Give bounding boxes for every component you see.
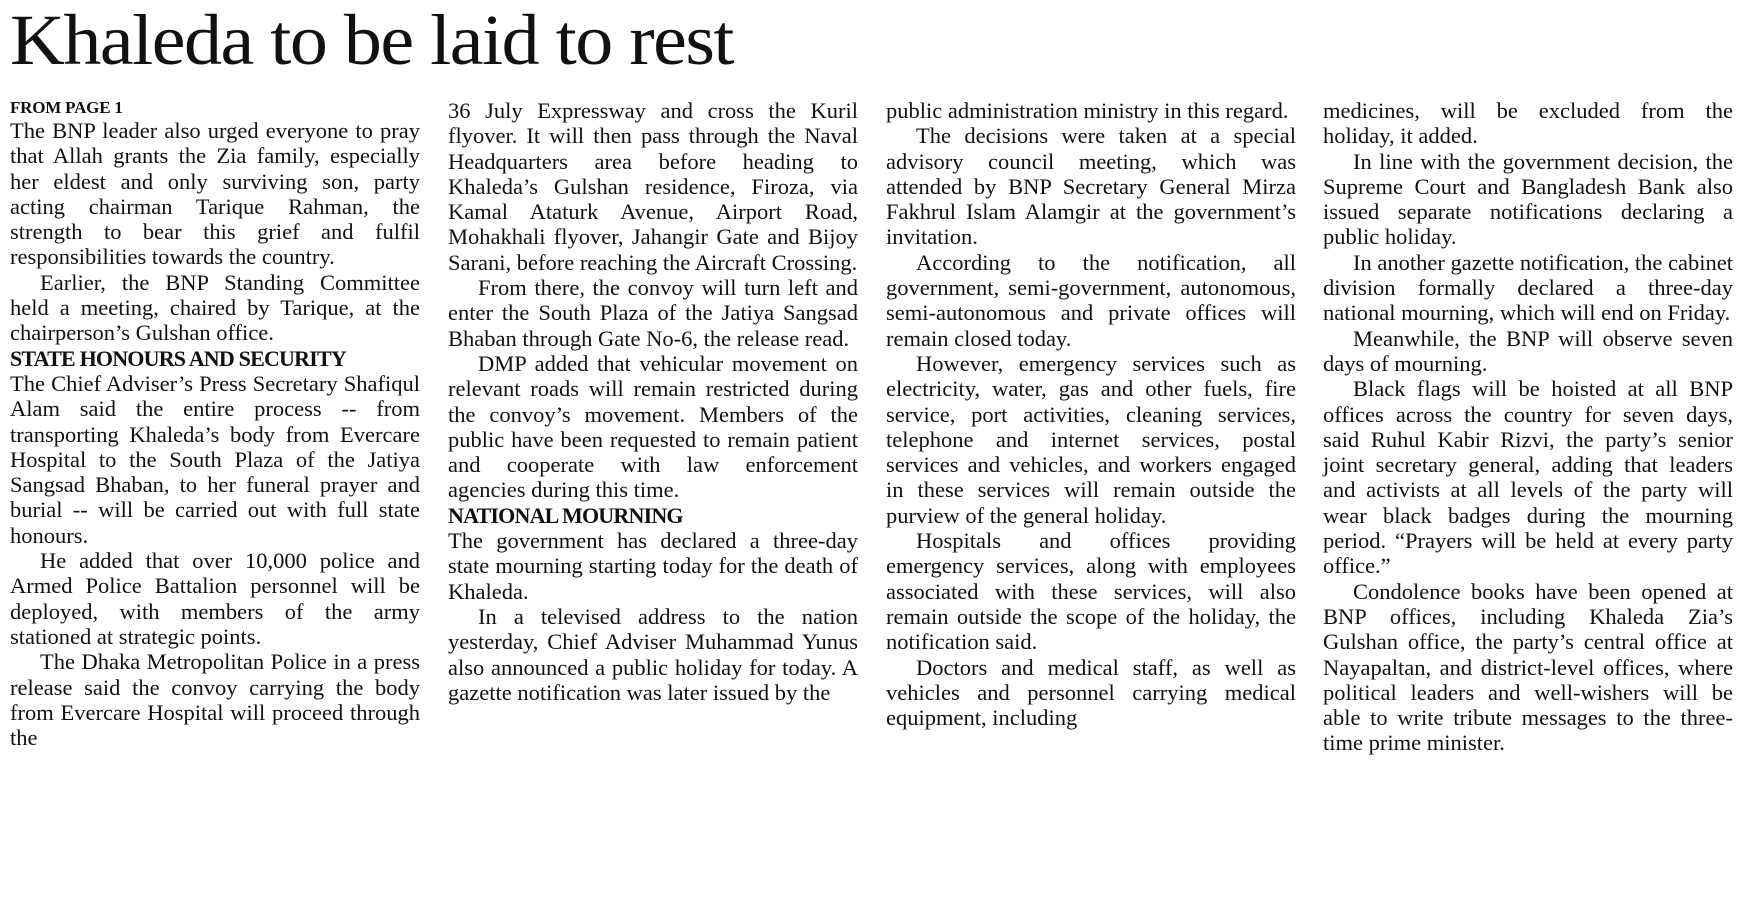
paragraph: The BNP leader also urged everyone to pray that Allah grants the Zia family, especially her eldest and only surviving son, party acting chairman Tarique Rahman, the strength to bear this grief and fulfil responsibilities towards the country. xyxy=(10,118,420,270)
paragraph-continued: 36 July Expressway and cross the Kuril flyover. It will then pass through the Naval Headquarters area before heading to Khaleda’s Gulshan residence, Firoza, via Kamal Ataturk Avenue, Airport Road, Mohakhali flyover, Jahangir Gate and Bijoy Sarani, before reaching the Aircraft Crossing. xyxy=(448,98,858,275)
paragraph: Black flags will be hoisted at all BNP offices across the country for seven days, said Ruhul Kabir Rizvi, the party’s senior joint secretary general, adding that leaders and activists at all levels of the party will wear black badges during the mourning period. “Prayers will be held at every party office.” xyxy=(1323,376,1733,579)
subhead-state-honours: STATE HONOURS AND SECURITY xyxy=(10,345,346,371)
paragraph-continued: medicines, will be excluded from the holiday, it added. xyxy=(1323,98,1733,149)
paragraph: Hospitals and offices providing emergency services, along with employees associated with these services, will also remain outside the scope of the holiday, the notification said. xyxy=(886,528,1296,655)
paragraph: Earlier, the BNP Standing Committee held a meeting, chaired by Tarique, at the chairperson’s Gulshan office. xyxy=(10,269,420,346)
paragraph: The Chief Adviser’s Press Secretary Shafiqul Alam said the entire process -- from transporting Khaleda’s body from Evercare Hospital to the South Plaza of the Jatiya Sangsad Bhaban, to her funeral prayer and burial -- will be carried out with full state honours. xyxy=(10,370,420,548)
kicker: FROM PAGE 1 xyxy=(10,98,123,117)
paragraph: In another gazette notification, the cabinet division formally declared a three-day national mourning, which will end on Friday. xyxy=(1323,249,1733,326)
paragraph: However, emergency services such as electricity, water, gas and other fuels, fire service, port activities, cleaning services, telephone and internet services, postal services and vehicles, and workers engaged in these services will remain outside the purview of the general holiday. xyxy=(886,350,1296,528)
paragraph: Doctors and medical staff, as well as vehicles and personnel carrying medical equipment, including xyxy=(886,654,1296,731)
paragraph: The Dhaka Metropolitan Police in a press release said the convoy carrying the body from Evercare Hospital will proceed through the xyxy=(10,649,420,751)
paragraph-continued: public administration ministry in this regard. xyxy=(886,98,1289,123)
paragraph: DMP added that vehicular movement on relevant roads will remain restricted during the convoy’s movement. Members of the public have been requested to remain patient and cooperate with law enforcement agencies during this time. xyxy=(448,350,858,503)
paragraph: From there, the convoy will turn left and enter the South Plaza of the Jatiya Sangsad Bhaban through Gate No-6, the release read. xyxy=(448,275,858,351)
paragraph: According to the notification, all government, semi-government, autonomous, semi-autonomous and private offices will remain closed today. xyxy=(886,249,1296,351)
subhead-national-mourning: NATIONAL MOURNING xyxy=(448,502,683,528)
paragraph: Meanwhile, the BNP will observe seven days of mourning. xyxy=(1323,325,1733,376)
column-3 xyxy=(886,98,1296,730)
paragraph: The decisions were taken at a special advisory council meeting, which was attended by BNP Secretary General Mirza Fakhrul Islam Alamgir at the government’s invitation. xyxy=(886,123,1296,250)
paragraph: Condolence books have been opened at BNP offices, including Khaleda Zia’s Gulshan office, the party’s central office at Nayapaltan, and district-level offices, where political leaders and well-wishers will be able to write tribute messages to the three-time prime minister. xyxy=(1323,578,1733,756)
paragraph: In line with the government decision, the Supreme Court and Bangladesh Bank also issued separate notifications declaring a public holiday. xyxy=(1323,148,1733,250)
column-4 xyxy=(1323,98,1733,756)
paragraph: In a televised address to the nation yesterday, Chief Adviser Muhammad Yunus also announced a public holiday for today. A gazette notification was later issued by the xyxy=(448,603,858,705)
column-1 xyxy=(10,98,420,750)
paragraph: He added that over 10,000 police and Armed Police Battalion personnel will be deployed, with members of the army stationed at strategic points. xyxy=(10,548,420,649)
column-2 xyxy=(448,98,858,705)
paragraph: The government has declared a three-day state mourning starting today for the death of Khaleda. xyxy=(448,528,858,604)
headline: Khaleda to be laid to rest xyxy=(10,0,734,80)
